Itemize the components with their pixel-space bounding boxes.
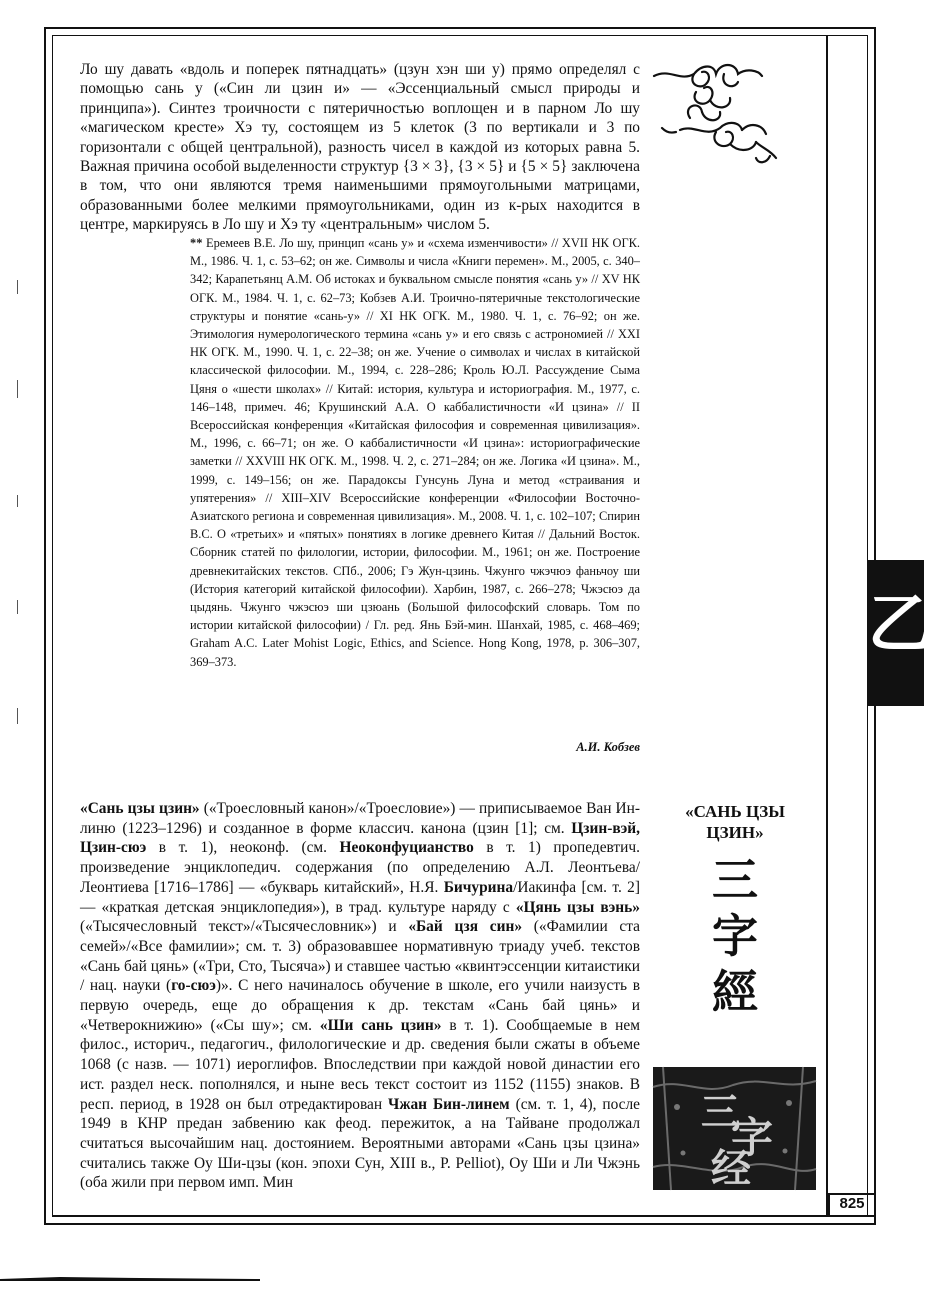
cross-ref: «Ши сань цзин» <box>319 1016 442 1034</box>
bottom-rule <box>52 1215 826 1217</box>
cross-ref: го-сюэ <box>171 977 216 995</box>
scan-artifact <box>17 495 18 507</box>
seal-char-jing: 经 <box>711 1145 751 1192</box>
references <box>190 234 640 671</box>
seal-char-zi: 字 <box>731 1113 774 1162</box>
article-text: («Троесловный канон»/«Троесловие») — приписываемое Ван Ин-линю (1223–1296) и созданное в форме классич. канона (цзин [1]; см. <box>80 800 641 837</box>
seal-image <box>653 1067 816 1190</box>
margin-heading: «САНЬ ЦЗЫ ЦЗИН» <box>685 802 785 842</box>
article-text: («Тысячесловный текст»/«Тысячесловник») и <box>80 918 409 936</box>
article-text: («Фамилии ста семей»/«Все фамилии»; см. т. 3) образовавшее нормативную триаду учеб. текстов «Сань бай цянь» («Три, Сто, Тысяча») и ставшее частью «квинтэссенции китаистики / нац. науки ( <box>80 918 640 995</box>
article-text: )». С него начиналось обучение в школе, его учили наизусть в первую очередь, еще до обращения к др. текстам «Сань бай цянь» и «Четверокнижию» («Сы шу»; см. <box>80 977 640 1034</box>
hanzi-zi: 字 <box>712 909 758 963</box>
hanzi-jing: 經 <box>712 965 758 1019</box>
references-marker: ** <box>190 236 203 250</box>
article-body <box>80 799 640 1193</box>
top-paragraph: Ло шу давать «вдоль и поперек пятнадцать» (цзун хэн ши у) прямо определял с помощью сань у («Син ли цзин и» — «Эссенциальный смысл природы и принципа»). Синтез троичности с пятеричностью воплощен и в парном Ло шу «магическом кресте» Хэ ту, состоящем из 5 клеток (3 по вертикали и 3 по горизонтали с общей центральной), разность чисел в каждой из которых равна 5. Важная причина особой выделенности структур {3 × 3}, {3 × 5} и {5 × 5} заключена в том, что они являются тремя наименьшими прямоугольными матрицами, образованными более мелкими прямоугольниками, один из к-рых находится в центре, маркируясь в Ло шу и Хэ ту «центральным» числом 5. <box>80 61 640 234</box>
seal-char-san: 三 <box>701 1089 740 1134</box>
scan-artifact <box>17 380 18 398</box>
article-text: /Иакинфа [см. т. 2] — «краткая детская энциклопедия»), в трад. культуре наряду с <box>80 878 640 916</box>
headword: «Сань цзы цзин» <box>80 800 200 817</box>
section-tab-glyph: 乙 <box>868 588 932 662</box>
cross-ref: Бичурина <box>443 878 514 896</box>
article-author: А.И. Кобзев <box>576 740 640 754</box>
page-number: 825 <box>839 1195 865 1212</box>
references-text: Еремеев В.Е. Ло шу, принцип «сань у» и «схема изменчивости» // XVII НК ОГК. М., 1986. Ч. 1, с. 53–62; он же. Символы и числа «Книги перемен». М., 2005, с. 340–342; Карапетьянц А.М. Об истоках и буквальном смысле понятия «сань у» // XV НК ОГК. М., 1984. Ч. 1, с. 62–73; Кобзев А.И. Троично-пятеричные текстологические структуры и понятие «сань-у» // XI НК ОГК. М., 1980. Ч. 1, с. 76–92; он же. Этимология нумерологического термина «сань у» и его связь с астрономией // XXI НК ОГК. М., 1990. Ч. 1, с. 22–38; он же. Учение о символах и числах в китайской классической философии. М., 1994, с. 228–286; Кроль Ю.Л. Рассуждение Сыма Цяня о «шести школах» // Китай: история, культура и историография. М., 1977, с. 146–148, примеч. 46; Крушинский А.А. О каббалистичности «И цзина» // II Всероссийская конференция «Китайская философия и современная цивилизация». М., 1996, с. 66–71; он же. О каббалистичности «И цзина»: историографические заметки // XXVIII НК ОГК. М., 1998. Ч. 2, с. 271–284; он же. Логика «И цзина». М., 1999, с. 149–156; он же. Парадоксы Гунсунь Луна и метод «страивания и упятерения» // XIII–XIV Всероссийские конференции «Философии Восточно-Азиатского региона и современная цивилизация». М., 2008. Ч. 1, с. 102–107; Спирин В.С. О «третьих» и «пятых» понятиях в логике древнего Китая // Дальний Восток. Сборник статей по филологии, истории, философии. М., 1961; он же. Построение древнекитайских текстов. СПб., 2006; Гэ Жун-цзинь. Чжунго чжэчюэ фаньчоу ши (История категорий китайской философии). Харбин, 1987, с. 266–278; Чжэсюэ да цыдянь. Чжунго чжэсюэ ши цзюань (Большой философский словарь. Том по истории китайской философии) / Гл. ред. Янь Бэй-мин. Шанхай, 1985, с. 468–469; Graham A.C. Later Mohist Logic, Ethics, and Science. Hong Kong, 1978, p. 306–307, 369–373. <box>190 236 640 669</box>
hanzi-san: 三 <box>712 853 758 907</box>
cross-ref: «Бай цзя син» <box>408 918 523 936</box>
margin-separator <box>826 35 828 1217</box>
article-text: в т. 1). Сообщаемые в нем филос., историч., педагогич., филологические и др. сведения были сжаты в объеме 1068 (с назв. — 1071) иероглифов. Впоследствии при каждой новой династии его ист. раздел неск. пополнялся, и ныне весь текст состоит из 1152 (1155) знаков. В респ. период, в 1928 он был отредактирован <box>80 1016 640 1113</box>
scan-artifact <box>17 708 18 724</box>
cross-ref: Цзин-вэй, Цзин-сюэ <box>80 819 640 857</box>
article-text: (см. т. 1, 4), после 1949 в КНР предан забвению как феод. пережиток, а на Тайване продолжал считаться высочайшим нац. достоянием. Вероятными авторами «Сань цзы цзина» считались также Оу Ши-цзы (кон. эпохи Сун, XIII в., P. Pelliot), Оу Ши и Ли Чжэнь (оба жили при первом имп. Мин <box>80 1095 640 1192</box>
article-text: в т. 1) пропедевтич. произведение энциклопедич. содержания (по определению А.Л. Леонтьева/Леонтиева [1716–1786] — «букварь китайский», Н.Я. <box>80 839 640 896</box>
cloud-ornament <box>650 58 780 178</box>
cross-ref: «Цянь цзы вэнь» <box>515 898 640 916</box>
scan-artifact <box>17 280 18 294</box>
cross-ref: Чжан Бин-линем <box>388 1095 510 1113</box>
cross-ref: Неоконфуцианство <box>339 839 474 857</box>
article-text: в т. 1), неоконф. (см. <box>146 839 340 857</box>
scan-artifact <box>17 600 18 614</box>
scan-edge-artifact <box>0 1275 260 1281</box>
